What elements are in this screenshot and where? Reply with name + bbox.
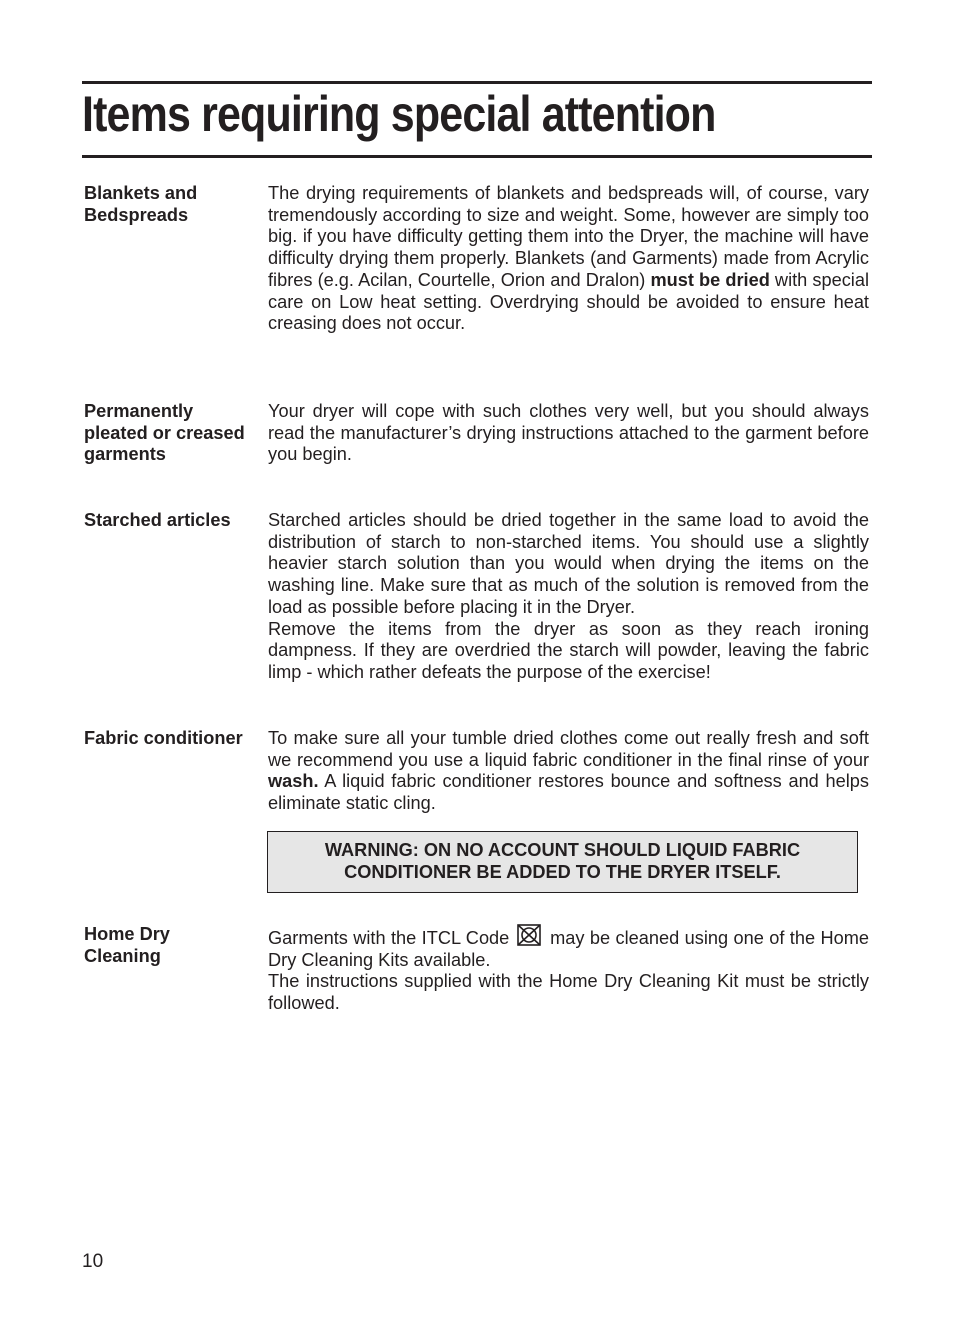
- page-number: 10: [82, 1251, 104, 1272]
- label-line: Blankets and: [84, 183, 198, 203]
- section-text-pleated: Your dryer will cope with such clothes very well, but you should always read the manufacturer’s drying instructions attached to the garment before you begin.: [268, 401, 869, 465]
- warning-line: CONDITIONER BE ADDED TO THE DRYER ITSELF.: [344, 861, 781, 882]
- text-run: To make sure all your tumble dried clothes come out really fresh and soft we recommend you use a liquid fabric conditioner in the final rinse of your: [268, 728, 869, 770]
- label-line: Permanently: [84, 401, 194, 421]
- section-text-fabric-conditioner: [268, 728, 869, 815]
- section-text-starched: [268, 510, 869, 684]
- text-run: with special care on Low heat setting. Overdrying should be avoided to ensure heat creasing does not occur.: [268, 269, 869, 334]
- label-line: Cleaning: [84, 945, 161, 966]
- label-line: Home Dry: [84, 924, 170, 944]
- do-not-tumble-dry-care-symbol-icon: [517, 924, 541, 946]
- section-label-starched: [84, 510, 264, 532]
- bold-emphasis: must be dried: [650, 269, 770, 290]
- paragraph: [268, 924, 869, 971]
- section-text-home-dry-cleaning: [268, 924, 869, 1015]
- title-bottom-rule: [82, 155, 872, 158]
- section-label-fabric-conditioner: [84, 728, 264, 750]
- section-label-home-dry-cleaning: [84, 924, 264, 967]
- label-line: Fabric conditioner: [84, 728, 243, 748]
- label-line: Starched articles: [84, 510, 231, 530]
- text-run: The drying requirements of blankets and bedspreads will, of course, vary tremendously according to size and weight. Some, however are simply too big. if you have difficulty getting them into the Dryer, the machine will have difficulty drying them properly. Blankets (and Garments) made from Acrylic fibres (e.g. Acilan, Courtelle, Orion and Dralon): [268, 183, 869, 290]
- label-line: garments: [84, 444, 166, 465]
- bold-emphasis: wash.: [268, 771, 319, 792]
- section-label-pleated: [84, 401, 264, 466]
- text-run: A liquid fabric conditioner restores bounce and softness and helps eliminate static cling.: [268, 771, 869, 814]
- paragraph: Starched articles should be dried together in the same load to avoid the distribution of starch to non-starched items. You should use a slightly heavier starch solution than you would when drying the items on the washing line. Make sure that as much of the solution is removed from the load as possible before placing it in the Dryer.: [268, 510, 869, 617]
- section-text-blankets: [268, 183, 869, 335]
- text-run: may be cleaned using one of the Home Dry Cleaning Kits available.: [268, 928, 869, 970]
- label-line: pleated or creased: [84, 422, 245, 443]
- page-title: Items requiring special attention: [82, 86, 716, 142]
- label-line: Bedspreads: [84, 204, 189, 225]
- paragraph: Remove the items from the dryer as soon as they reach ironing dampness. If they are overdried the starch will powder, leaving the fabric limp - which rather defeats the purpose of the exercise!: [268, 618, 869, 682]
- warning-box: [267, 831, 858, 893]
- warning-line: WARNING: ON NO ACCOUNT SHOULD LIQUID FABRIC: [324, 840, 801, 860]
- text-run: Garments with the ITCL Code: [268, 928, 510, 948]
- section-label-blankets: [84, 183, 264, 226]
- paragraph: The instructions supplied with the Home Dry Cleaning Kit must be strictly followed.: [268, 971, 869, 1014]
